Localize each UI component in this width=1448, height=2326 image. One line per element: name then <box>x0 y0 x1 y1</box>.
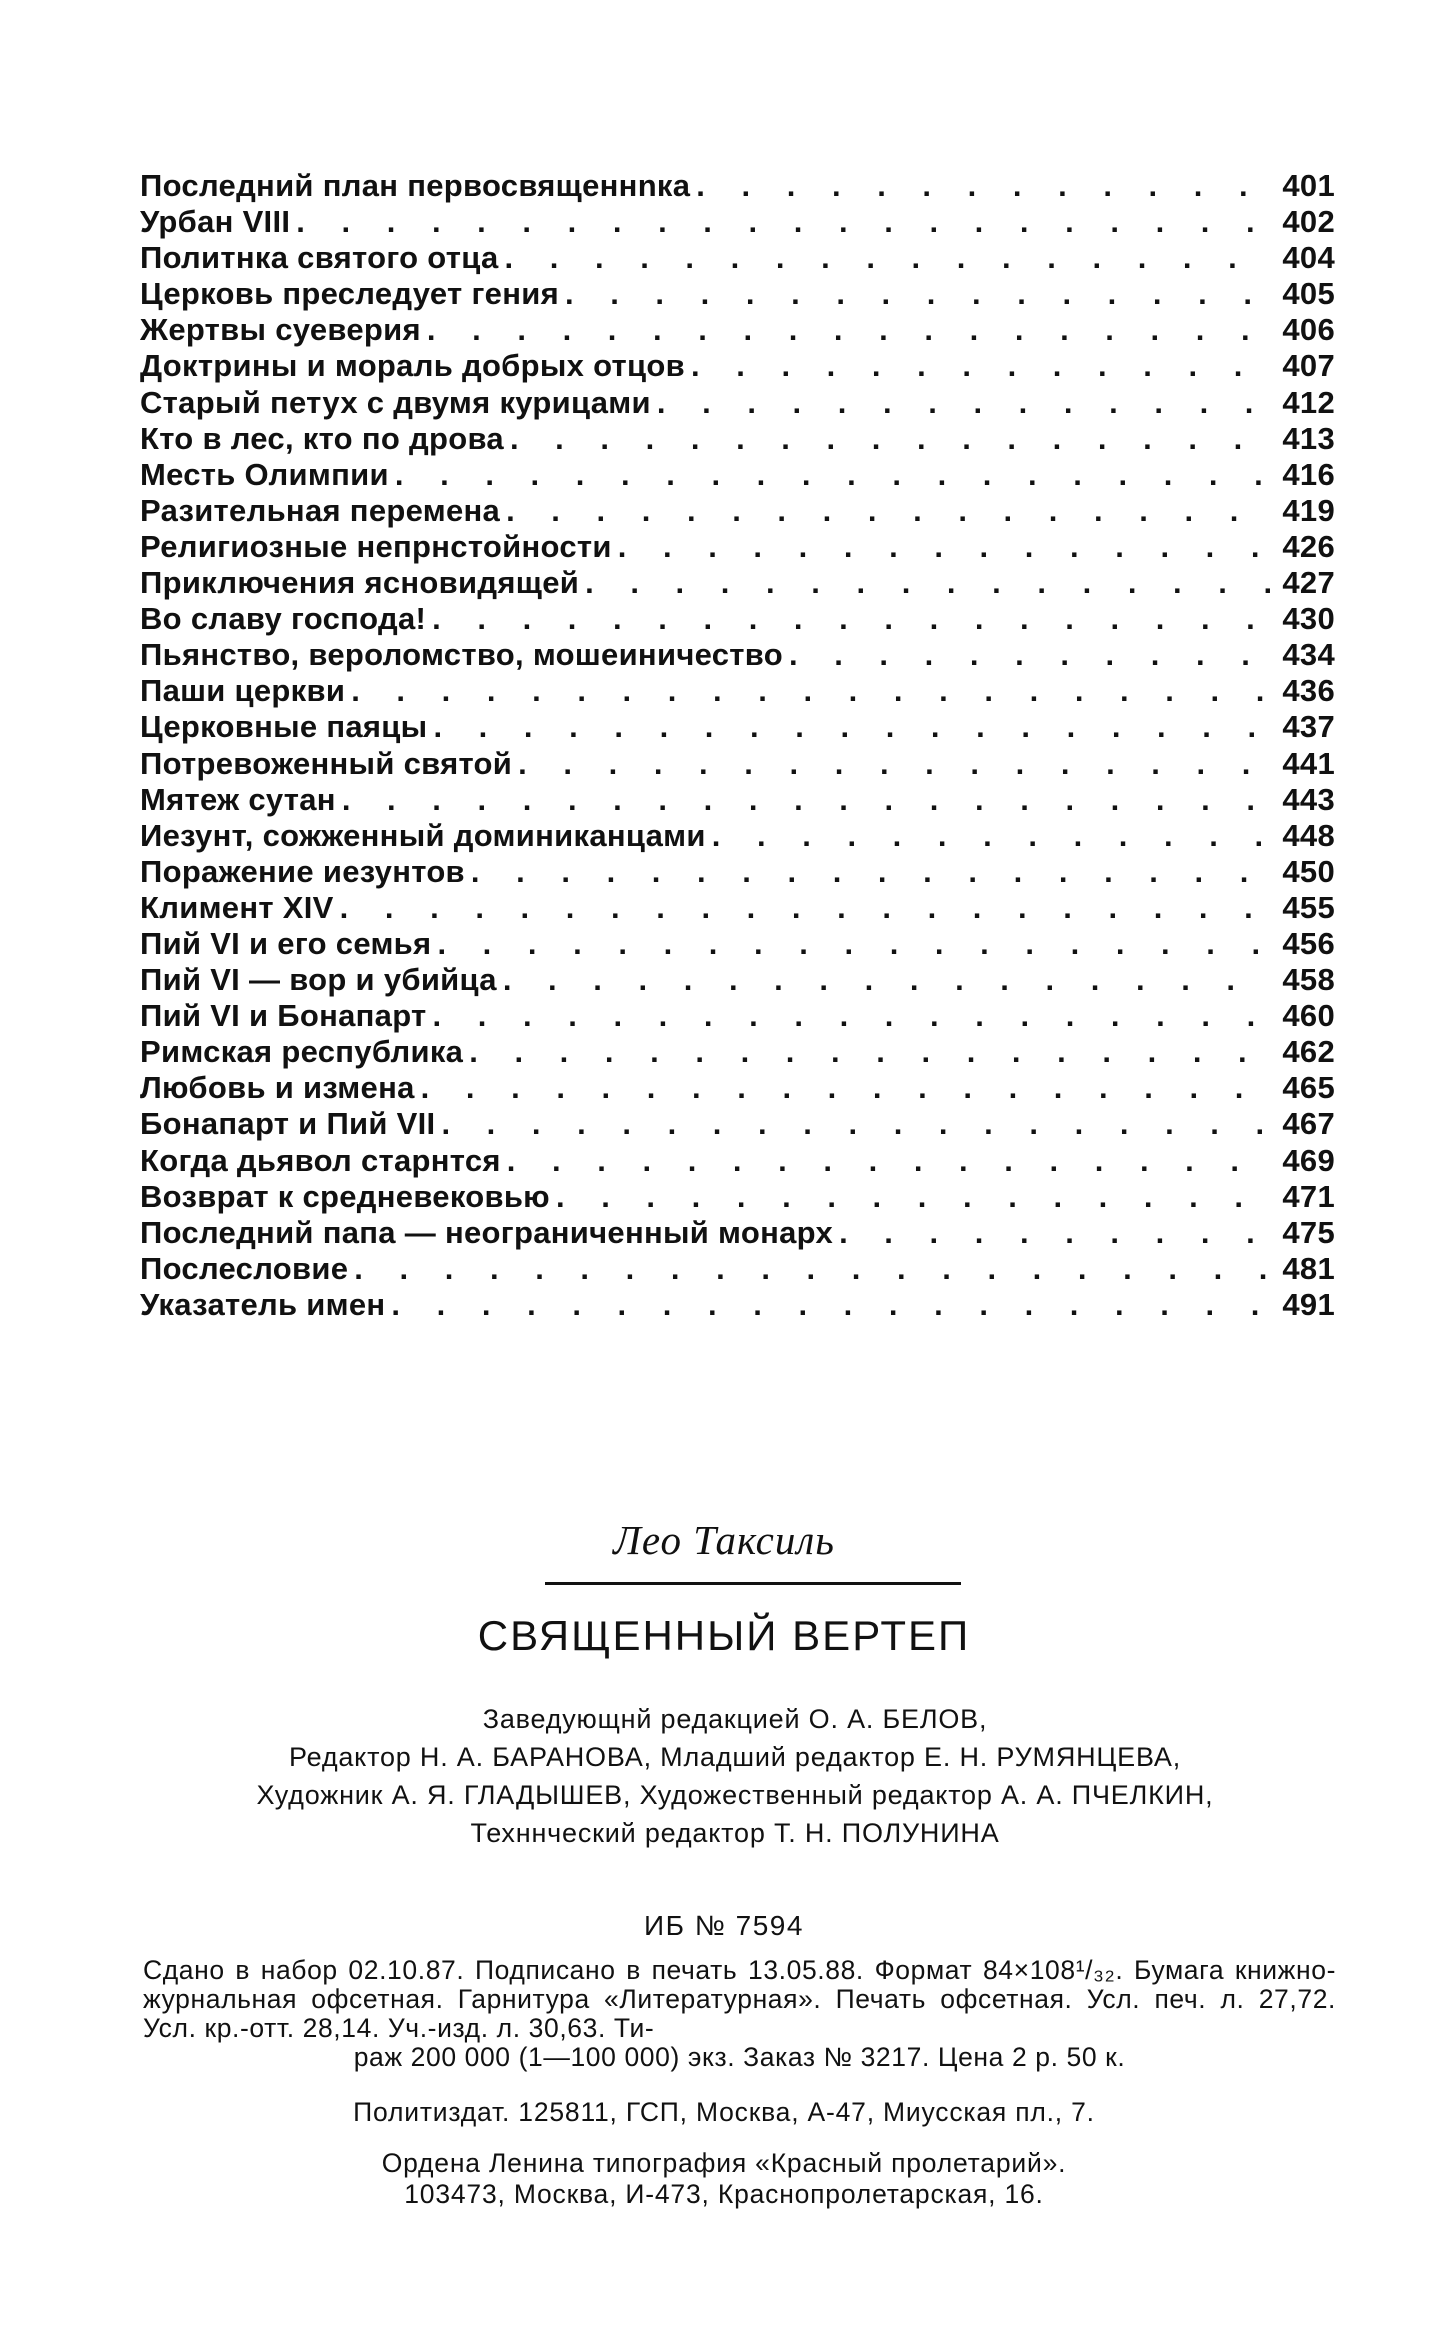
publisher-address: Политиздат. 125811, ГСП, Москва, А-47, Миусская пл., 7. <box>353 2097 1095 2127</box>
toc-entry <box>140 529 1335 565</box>
toc-entry <box>140 493 1335 529</box>
toc-entry-title: Климент XIV <box>140 889 334 925</box>
toc-entry-page: 475 <box>1282 1214 1335 1250</box>
credit-line: Техннческий редактор Т. Н. ПОЛУНИНА <box>470 1818 1000 1848</box>
toc-entry-page: 430 <box>1282 601 1335 637</box>
toc-leader-dots <box>433 709 1271 745</box>
toc-entry-title: Паши церкви <box>140 673 346 709</box>
toc-entry-title: Возврат к средневековью <box>140 1178 550 1214</box>
toc-entry-page: 406 <box>1282 312 1335 348</box>
toc-leader-dots <box>354 1251 1271 1287</box>
toc-leader-dots <box>437 926 1271 962</box>
toc-entry <box>140 1070 1335 1106</box>
toc-entry <box>140 818 1335 854</box>
toc-entry-page: 426 <box>1282 528 1335 564</box>
toc-entry-page: 412 <box>1282 384 1335 420</box>
toc-entry <box>140 385 1335 421</box>
toc-leader-dots <box>432 601 1271 637</box>
toc-entry-title: Бонапарт и Пий VII <box>140 1106 436 1142</box>
toc-entry-title: Пьянство, вероломство, мошеиничество <box>140 637 783 673</box>
printer-name: Ордена Ленина типография «Красный пролетарий». <box>381 2148 1067 2178</box>
toc-leader-dots <box>691 348 1271 384</box>
toc-entry-page: 462 <box>1282 1034 1335 1070</box>
author-name: Лео Таксиль <box>613 1517 835 1563</box>
toc-entry-page: 460 <box>1282 998 1335 1034</box>
toc-entry <box>140 312 1335 348</box>
toc-entry-title: Пий VI — вор и убийца <box>140 962 497 998</box>
toc-entry-title: Политнка святого отца <box>140 240 499 276</box>
toc-entry-title: Кто в лес, кто по дрова <box>140 420 504 456</box>
toc-entry-page: 402 <box>1282 204 1335 240</box>
toc-entry-title: Последний папа — неограниченный монарх <box>140 1214 834 1250</box>
toc-entry-title: Поражение иезунтов <box>140 853 465 889</box>
toc-entry-page: 469 <box>1282 1142 1335 1178</box>
toc-entry-title: Иезунт, сожженный доминиканцами <box>140 817 706 853</box>
toc-leader-dots <box>565 276 1271 312</box>
print-specs-main: Сдано в набор 02.10.87. Подписано в печать 13.05.88. Формат 84×108¹/₃₂. Бумага книжно-журнальная офсетная. Гарнитура «Литературная». Печать офсетная. Усл. печ. л. 27,72. Усл. кр.-отт. 28,14. Уч.-изд. л. 30,63. Ти- <box>143 1955 1336 2043</box>
toc-entry <box>140 168 1335 204</box>
toc-entry-page: 448 <box>1282 817 1335 853</box>
toc-leader-dots <box>351 673 1271 709</box>
toc-leader-dots <box>433 998 1271 1034</box>
book-title: СВЯЩЕННЫЙ ВЕРТЕП <box>477 1612 971 1659</box>
toc-leader-dots <box>421 1070 1271 1106</box>
toc-leader-dots <box>340 890 1271 926</box>
print-specs <box>143 1956 1336 2072</box>
toc-entry-title: Пий VI и Бонапарт <box>140 998 427 1034</box>
toc-entry <box>140 1287 1335 1323</box>
toc-leader-dots <box>471 854 1271 890</box>
printer-address: 103473, Москва, И-473, Краснопролетарская, 16. <box>404 2179 1044 2209</box>
toc-entry-title: Жертвы суеверия <box>140 312 421 348</box>
toc-leader-dots <box>696 168 1271 204</box>
toc-entry <box>140 890 1335 926</box>
toc-leader-dots <box>789 637 1271 673</box>
toc-entry-page: 467 <box>1282 1106 1335 1142</box>
toc-entry-title: Последний план первосвященнnка <box>140 168 691 203</box>
toc-entry-title: Старый петух с двумя курицами <box>140 384 651 420</box>
toc-leader-dots <box>657 385 1271 421</box>
toc-entry-page: 436 <box>1282 673 1335 709</box>
toc-entry <box>140 709 1335 745</box>
toc-leader-dots <box>441 1106 1271 1142</box>
toc-entry-title: Религиозные непрнстойности <box>140 528 612 564</box>
title-rule <box>545 1582 961 1585</box>
toc-leader-dots <box>712 818 1271 854</box>
toc-entry <box>140 962 1335 998</box>
toc-leader-dots <box>518 746 1271 782</box>
toc-entry <box>140 276 1335 312</box>
toc-entry-page: 456 <box>1282 925 1335 961</box>
toc-entry-title: Разительная перемена <box>140 492 501 528</box>
toc-leader-dots <box>506 493 1271 529</box>
credit-line: Редактор Н. А. БАРАНОВА, Младший редактор Е. Н. РУМЯНЦЕВА, <box>288 1742 1182 1772</box>
toc-leader-dots <box>510 421 1271 457</box>
credit-line: Художник А. Я. ГЛАДЫШЕВ, Художественный редактор А. А. ПЧЕЛКИН, <box>256 1780 1214 1810</box>
print-specs-last: раж 200 000 (1—100 000) экз. Заказ № 3217. Цена 2 р. 50 к. <box>353 2042 1126 2072</box>
toc-leader-dots <box>469 1034 1271 1070</box>
toc-entry-page: 465 <box>1282 1070 1335 1106</box>
toc-leader-dots <box>296 204 1271 240</box>
toc-entry-title: Потревоженный святой <box>140 745 513 781</box>
toc-entry <box>140 348 1335 384</box>
toc-entry-page: 419 <box>1282 492 1335 528</box>
toc-entry-title: Церковные паяцы <box>140 709 428 745</box>
toc-entry-title: Указатель имен <box>140 1286 386 1322</box>
toc-leader-dots <box>618 529 1271 565</box>
editorial-credits <box>130 1700 1340 1852</box>
toc-entry <box>140 782 1335 818</box>
toc-entry-page: 491 <box>1282 1286 1335 1322</box>
toc-entry <box>140 1179 1335 1215</box>
toc-entry <box>140 204 1335 240</box>
toc-entry-page: 434 <box>1282 637 1335 673</box>
toc-entry-page: 458 <box>1282 962 1335 998</box>
toc-entry-page: 441 <box>1282 745 1335 781</box>
toc-entry-page: 427 <box>1282 565 1335 601</box>
toc-entry <box>140 1034 1335 1070</box>
printer-info <box>0 2148 1448 2210</box>
toc-entry-title: Доктрины и мораль добрых отцов <box>140 348 685 384</box>
credit-line: Заведующнй редакцией О. А. БЕЛОВ, <box>482 1704 988 1734</box>
toc-entry-page: 455 <box>1282 889 1335 925</box>
toc-entry <box>140 854 1335 890</box>
toc-entry-title: Пий VI и его семья <box>140 925 432 961</box>
toc-leader-dots <box>585 565 1271 601</box>
toc-leader-dots <box>391 1287 1271 1323</box>
toc-entry-title: Месть Олимпии <box>140 456 389 492</box>
toc-entry <box>140 421 1335 457</box>
ib-number: ИБ № 7594 <box>644 1910 804 1941</box>
toc-entry <box>140 998 1335 1034</box>
toc-entry-page: 416 <box>1282 456 1335 492</box>
toc-entry-page: 437 <box>1282 709 1335 745</box>
toc-entry-title: Любовь и измена <box>140 1070 415 1106</box>
toc-entry-page: 471 <box>1282 1178 1335 1214</box>
toc-entry-title: Римская республика <box>140 1034 464 1070</box>
toc-entry-title: Церковь преследует гения <box>140 276 559 312</box>
toc-entry <box>140 565 1335 601</box>
toc-leader-dots <box>507 1143 1271 1179</box>
toc-entry-page: 405 <box>1282 276 1335 312</box>
toc-leader-dots <box>505 240 1271 276</box>
toc-entry <box>140 746 1335 782</box>
toc-entry-page: 450 <box>1282 853 1335 889</box>
toc-entry <box>140 1215 1335 1251</box>
toc-entry <box>140 673 1335 709</box>
toc-entry-page: 443 <box>1282 781 1335 817</box>
toc-entry <box>140 457 1335 493</box>
toc-leader-dots <box>503 962 1271 998</box>
toc-leader-dots <box>427 312 1271 348</box>
toc-leader-dots <box>556 1179 1271 1215</box>
toc-entry <box>140 240 1335 276</box>
toc-entry <box>140 1143 1335 1179</box>
toc-entry <box>140 637 1335 673</box>
toc-entry-title: Послесловие <box>140 1250 349 1286</box>
toc-entry <box>140 1251 1335 1287</box>
toc-leader-dots <box>342 782 1271 818</box>
toc-entry-page: 481 <box>1282 1250 1335 1286</box>
toc-entry-page: 401 <box>1282 168 1335 203</box>
toc-entry-page: 404 <box>1282 240 1335 276</box>
toc-entry <box>140 601 1335 637</box>
toc-entry <box>140 926 1335 962</box>
table-of-contents <box>140 168 1335 1323</box>
toc-entry <box>140 1106 1335 1142</box>
toc-entry-title: Урбан VIII <box>140 204 291 240</box>
toc-entry-title: Во славу господа! <box>140 601 427 637</box>
toc-leader-dots <box>395 457 1271 493</box>
toc-entry-page: 413 <box>1282 420 1335 456</box>
toc-entry-page: 407 <box>1282 348 1335 384</box>
toc-entry-title: Приключения ясновидящей <box>140 565 580 601</box>
toc-entry-title: Мятеж сутан <box>140 781 336 817</box>
toc-leader-dots <box>839 1215 1271 1251</box>
toc-entry-title: Когда дьявол старнтся <box>140 1142 501 1178</box>
